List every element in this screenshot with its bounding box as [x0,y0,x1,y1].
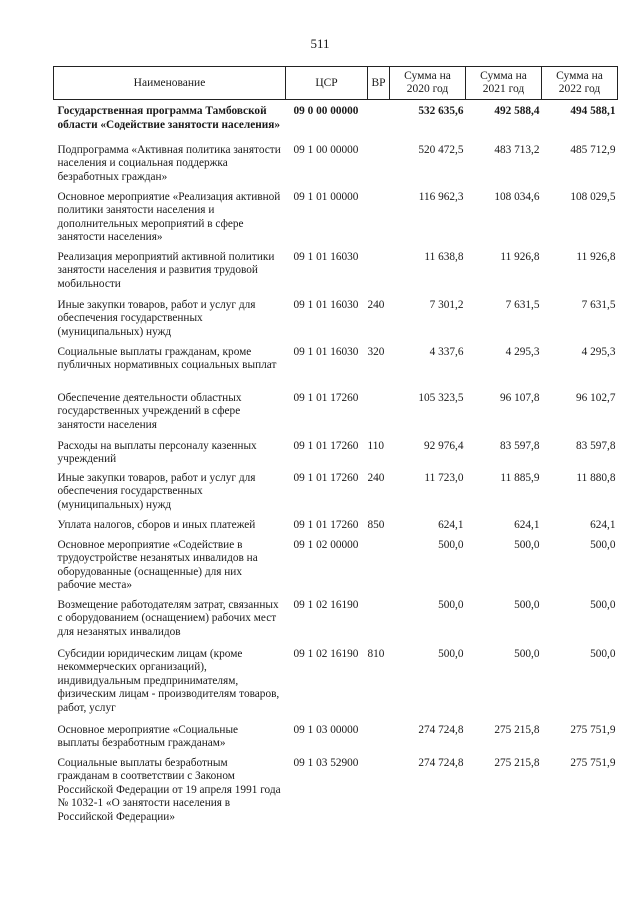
row-sum-2022: 624,1 [590,518,616,531]
row-sum-2021: 83 597,8 [499,439,540,452]
row-csr: 09 1 03 00000 [293,723,359,736]
table-header-row [54,67,618,100]
row-sum-2021: 275 215,8 [494,756,540,769]
row-name: Социальные выплаты безработным гражданам в соответствии с Законом Российской Федерации от 19 апреля 1991 года № 1032-1 «О занятости населения в Российской Федерации» [57,756,281,823]
row-csr: 09 1 01 17260 [293,518,359,531]
row-sum-2020: 500,0 [438,647,464,660]
row-csr: 09 1 02 16190 [293,647,359,660]
row-sum-2022: 500,0 [590,598,616,611]
row-sum-2021: 7 631,5 [505,298,540,311]
row-csr: 09 1 01 16030 [293,298,359,311]
row-vr [368,251,390,299]
header-sum-2022: Сумма на 2022 год [542,67,618,100]
table-row [54,648,618,724]
row-sum-2021: 96 107,8 [499,391,540,404]
row-vr [368,191,390,251]
table-row [54,599,618,648]
row-name: Основное мероприятие «Социальные выплаты безработным гражданам» [57,723,239,749]
header-sum-2021: Сумма на 2021 год [466,67,542,100]
header-csr: ЦСР [286,67,368,100]
row-name: Подпрограмма «Активная политика занятости населения и социальная поддержка безработных граждан» [57,143,281,183]
row-csr: 09 1 02 16190 [293,598,359,611]
row-name: Возмещение работодателям затрат, связанных с оборудованием (оснащением) рабочих мест для незанятых инвалидов [57,598,279,638]
row-sum-2020: 520 472,5 [418,143,464,156]
table-row [54,519,618,539]
row-sum-2022: 108 029,5 [570,190,616,203]
row-vr [368,724,390,757]
header-sum-2020: Сумма на 2020 год [390,67,466,100]
row-vr: 110 [367,439,385,452]
row-sum-2021: 500,0 [514,647,540,660]
row-sum-2020: 11 723,0 [424,471,464,484]
row-sum-2020: 500,0 [438,538,464,551]
row-csr: 09 0 00 00000 [293,105,359,117]
row-csr: 09 1 02 00000 [293,538,359,551]
row-vr: 240 [367,471,385,484]
row-vr [368,144,390,191]
row-sum-2021: 500,0 [514,598,540,611]
row-vr: 850 [367,518,385,531]
row-sum-2021: 624,1 [514,518,540,531]
row-csr: 09 1 03 52900 [293,756,359,769]
page-number: 511 [310,36,330,51]
table-row [54,472,618,519]
row-sum-2022: 485 712,9 [570,143,616,156]
row-vr [368,599,390,648]
row-sum-2020: 11 638,8 [424,250,464,263]
table-row [54,440,618,472]
row-sum-2021: 11 926,8 [500,250,540,263]
row-sum-2020: 274 724,8 [418,756,464,769]
row-sum-2020: 500,0 [438,598,464,611]
row-csr: 09 1 01 16030 [293,345,359,358]
row-name: Основное мероприятие «Содействие в трудоустройстве незанятых инвалидов на оборудованные (оснащенные) для них рабочие места» [57,538,258,591]
row-name: Основное мероприятие «Реализация активной политики занятости населения и дополнительных мероприятий в сфере занятости населения» [57,190,281,243]
row-sum-2020: 105 323,5 [418,391,464,404]
row-csr: 09 1 00 00000 [293,143,359,156]
row-sum-2021: 500,0 [514,538,540,551]
row-name: Обеспечение деятельности областных государственных учреждений в сфере занятости населения [57,391,242,431]
table-row [54,191,618,251]
row-sum-2021: 11 885,9 [500,471,540,484]
row-sum-2022: 500,0 [590,647,616,660]
table-row [54,724,618,757]
row-vr: 810 [367,647,385,660]
row-sum-2022: 4 295,3 [581,345,616,358]
table-row [54,346,618,392]
table-row [54,251,618,299]
row-name: Иные закупки товаров, работ и услуг для обеспечения государственных (муниципальных) нужд [57,471,256,511]
row-sum-2022: 7 631,5 [581,298,616,311]
row-csr: 09 1 01 00000 [293,190,359,203]
row-name: Иные закупки товаров, работ и услуг для обеспечения государственных (муниципальных) нужд [57,298,256,338]
row-sum-2020: 624,1 [438,518,464,531]
row-csr: 09 1 01 17260 [293,391,359,404]
row-sum-2021: 4 295,3 [505,345,540,358]
row-sum-2020: 4 337,6 [429,345,464,358]
row-name: Социальные выплаты гражданам, кроме публичных нормативных социальных выплат [57,345,277,371]
table-row [54,100,618,144]
row-sum-2020: 532 635,6 [418,105,464,117]
row-sum-2022: 83 597,8 [575,439,616,452]
table-row [54,392,618,440]
row-vr [368,392,390,440]
table-row [54,757,618,837]
table-row [54,539,618,599]
row-sum-2021: 483 713,2 [494,143,540,156]
row-name: Государственная программа Тамбовской области «Содействие занятости населения» [57,105,280,131]
row-sum-2020: 116 962,3 [418,190,464,203]
row-name: Реализация мероприятий активной политики занятости населения и развития трудовой мобильности [57,250,275,290]
row-name: Уплата налогов, сборов и иных платежей [57,518,256,531]
header-vr: ВР [368,67,390,100]
row-vr [368,100,390,144]
row-sum-2021: 492 588,4 [494,105,540,117]
row-name: Субсидии юридическим лицам (кроме некоммерческих организаций), индивидуальным предпринимателям, физическим лицам - производителям товаров, работ, услуг [57,647,280,714]
row-vr [368,757,390,837]
row-vr: 320 [367,345,385,358]
row-sum-2022: 500,0 [590,538,616,551]
row-sum-2022: 11 880,8 [576,471,616,484]
row-sum-2022: 11 926,8 [576,250,616,263]
header-name: Наименование [54,67,286,100]
row-sum-2022: 275 751,9 [570,756,616,769]
row-csr: 09 1 01 17260 [293,439,359,452]
row-sum-2021: 275 215,8 [494,723,540,736]
table-row [54,144,618,191]
budget-table [53,66,618,837]
row-vr [368,539,390,599]
table-row [54,299,618,346]
row-name: Расходы на выплаты персоналу казенных учреждений [57,439,257,465]
row-sum-2020: 92 976,4 [423,439,464,452]
row-sum-2020: 7 301,2 [429,298,464,311]
row-csr: 09 1 01 16030 [293,250,359,263]
row-sum-2020: 274 724,8 [418,723,464,736]
row-sum-2022: 96 102,7 [575,391,616,404]
row-sum-2021: 108 034,6 [494,190,540,203]
row-vr: 240 [367,298,385,311]
row-csr: 09 1 01 17260 [293,471,359,484]
row-sum-2022: 275 751,9 [570,723,616,736]
row-sum-2022: 494 588,1 [570,105,616,117]
